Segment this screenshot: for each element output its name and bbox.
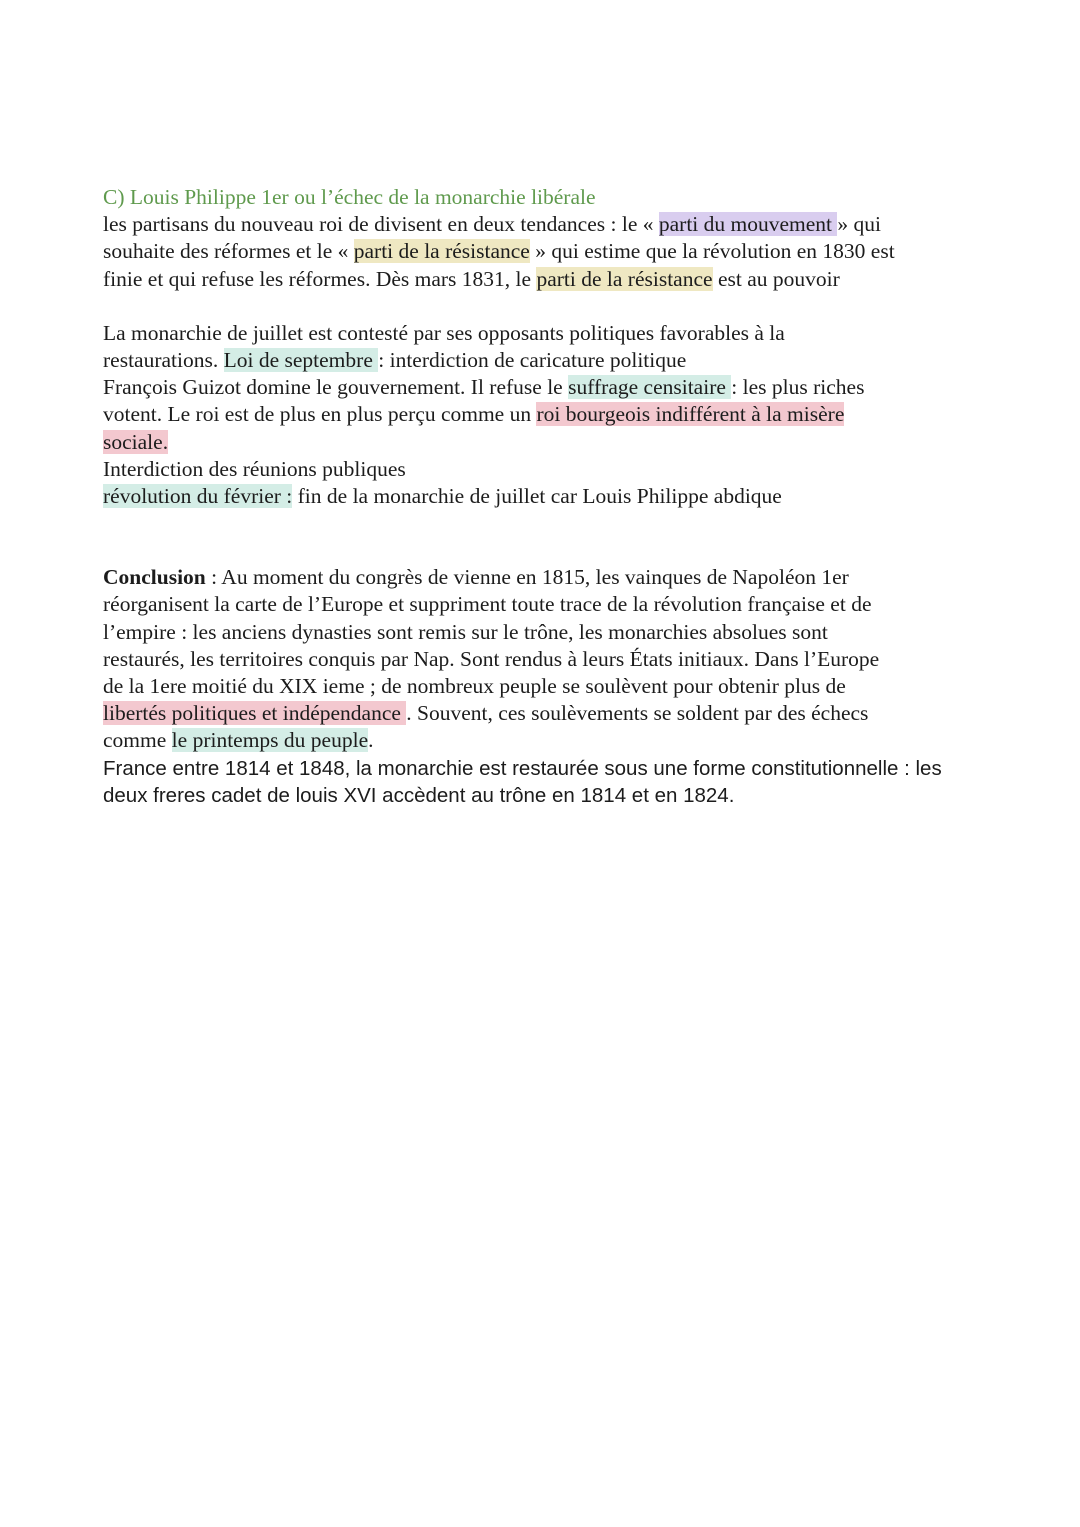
text: restaurations.	[103, 348, 224, 373]
text-line	[103, 238, 983, 265]
text: votent. Le roi est de plus en plus perçu comme un	[103, 402, 537, 427]
text: souhaite des réformes et le «	[103, 239, 354, 264]
text: : interdiction de caricature politique	[378, 348, 687, 373]
text: fin de la monarchie de juillet car Louis Philippe abdique	[292, 484, 782, 509]
text-line: La monarchie de juillet est contesté par ses opposants politiques favorables à la	[103, 320, 785, 345]
highlight-pink: sociale.	[103, 429, 169, 454]
highlight-pink: libertés politiques et indépendance	[103, 701, 407, 726]
text-line: de la 1ere moitié du XIX ieme ; de nombreux peuple se soulèvent pour obtenir plus de	[103, 674, 846, 699]
text-line	[103, 211, 983, 238]
text-line	[103, 401, 983, 428]
text: : Au moment du congrès de vienne en 1815, les vainques de Napoléon 1er	[205, 565, 849, 590]
text: François Guizot domine le gouvernement. Il refuse le	[103, 375, 569, 400]
text: » qui estime que la révolution en 1830 est	[529, 239, 895, 264]
text-line	[103, 700, 983, 727]
text: finie et qui refuse les réformes. Dès mars 1831, le	[103, 266, 537, 291]
text: les partisans du nouveau roi de divisent en deux tendances : le «	[103, 212, 659, 237]
spacer	[103, 510, 983, 564]
highlight-teal: révolution du février :	[103, 484, 293, 509]
text: : les plus riches	[731, 375, 865, 400]
text-line	[103, 374, 983, 401]
text-line: restaurés, les territoires conquis par Nap. Sont rendus à leurs États initiaux. Dans l’Europe	[103, 646, 880, 671]
highlight-purple: parti du mouvement	[658, 212, 838, 237]
text: est au pouvoir	[712, 266, 840, 291]
paragraph-conclusion	[103, 564, 983, 809]
text: comme	[103, 728, 172, 753]
highlight-pink: roi bourgeois indifférent à la misère	[536, 402, 845, 427]
text-line: Interdiction des réunions publiques	[103, 456, 406, 481]
paragraph-monarchie-juillet	[103, 320, 983, 510]
highlight-teal: suffrage censitaire	[568, 375, 732, 400]
text-line	[103, 483, 983, 510]
text: » qui	[837, 212, 882, 237]
spacer	[103, 293, 983, 320]
highlight-yellow: parti de la résistance	[353, 239, 530, 264]
text-line	[103, 564, 983, 591]
text-line: deux freres cadet de louis XVI accèdent au trône en 1814 et en 1824.	[103, 783, 735, 807]
text: . Souvent, ces soulèvements se soldent par des échecs	[406, 701, 869, 726]
section-heading: C) Louis Philippe 1er ou l’échec de la monarchie libérale	[103, 185, 596, 209]
text-line	[103, 347, 983, 374]
text-line	[103, 266, 983, 293]
highlight-teal: Loi de septembre	[223, 348, 379, 373]
highlight-teal: le printemps du peuple	[171, 728, 369, 753]
conclusion-label: Conclusion	[103, 565, 206, 590]
highlight-yellow: parti de la résistance	[536, 266, 713, 291]
text-line: l’empire : les anciens dynasties sont remis sur le trône, les monarchies absolues sont	[103, 619, 828, 644]
paragraph-parties	[103, 211, 983, 293]
text: .	[368, 728, 374, 753]
document-page	[103, 184, 983, 809]
text-line: réorganisent la carte de l’Europe et suppriment toute trace de la révolution française et de	[103, 592, 872, 617]
text-line: France entre 1814 et 1848, la monarchie est restaurée sous une forme constitutionnelle : les	[103, 756, 942, 780]
text-line	[103, 429, 983, 456]
text-line	[103, 727, 983, 754]
